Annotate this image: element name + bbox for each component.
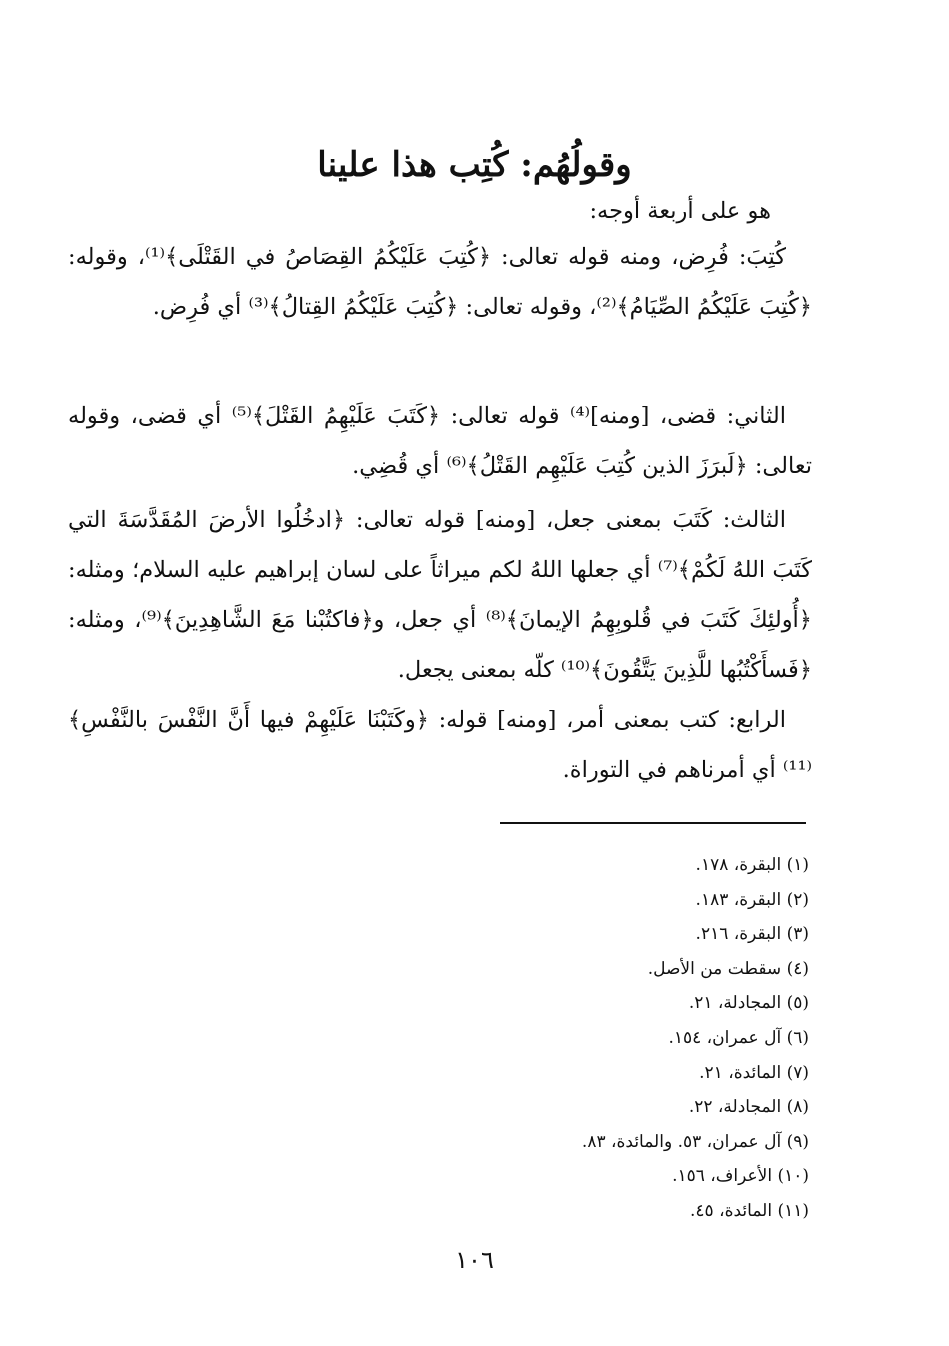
footnote-item: (٩) آل عمران، ٥٣. والمائدة، ٨٣. [581,1131,809,1152]
footnote-item: (٨) المجادلة، ٢٢. [688,1097,809,1118]
intro-line: هو على أربعة أوجه: [589,198,771,224]
footnotes-list [309,848,809,1229]
section-title: وقولُهُم: كُتِب هذا علينا [317,144,632,185]
footnote-separator [500,822,806,824]
footnote-item: (٧) المائدة، ٢١. [699,1062,809,1083]
footnote-item: (١٠) الأعراف، ١٥٦. [672,1166,809,1187]
paragraph-first-meaning: كُتِبَ: فُرِض، ومنه قوله تعالى: ﴿كُتِبَ عَلَيْكُمُ القِصَاصُ في القَتْلَى﴾⁽¹⁾، وقوله: ﴿كُتِبَ عَلَيْكُمُ الصِّيَامُ﴾⁽²⁾، وقوله تعالى: ﴿كُتِبَ عَلَيْكُمُ القِتالُ﴾⁽³⁾ أي فُرِض. [68,244,812,320]
paragraph-second-meaning: الثاني: قضى، [ومنه]⁽⁴⁾ قوله تعالى: ﴿كَتَبَ عَلَيْهِمُ القَتْلَ﴾⁽⁵⁾ أي قضى، وقوله تعالى: ﴿لَبرَزَ الذين كُتِبَ عَلَيْهِم القَتْلُ﴾⁽⁶⁾ أي قُضِي. [68,403,812,479]
page-number: ١٠٦ [455,1246,494,1274]
footnote-item: (٤) سقطت من الأصل. [647,958,809,979]
paragraph-third-meaning: الثالث: كَتَبَ بمعنى جعل، [ومنه] قوله تعالى: ﴿ادخُلُوا الأرضَ المُقَدَّسَةَ التي كَتَبَ اللهُ لَكُمْ﴾⁽⁷⁾ أي جعلها اللهُ لكم ميراثاً على لسان إبراهيم عليه السلام؛ ومثله: ﴿أُولئِكَ كَتَبَ في قُلوبِهِمُ الإيمانَ﴾⁽⁸⁾ أي جعل، و﴿فاكتُبْنا مَعَ الشَّاهِدِينَ﴾⁽⁹⁾، ومثله: ﴿فَسأَكْتُبُها للَّذِينَ يَتَّقُونَ﴾⁽¹⁰⁾ كلّه بمعنى يجعل. [68,507,812,683]
footnote-item: (١١) المائدة، ٤٥. [690,1200,809,1221]
footnote-item: (٦) آل عمران، ١٥٤. [668,1027,809,1048]
footnote-item: (٣) البقرة، ٢١٦. [695,924,809,945]
footnote-item: (١) البقرة، ١٧٨. [695,855,809,875]
footnote-item: (٥) المجادلة، ٢١. [688,993,809,1014]
footnote-item: (٢) البقرة، ١٨٣. [695,889,809,910]
paragraph-fourth-meaning: الرابع: كتب بمعنى أمر، [ومنه] قوله: ﴿وكَتَبْنَا عَلَيْهِمْ فيها أَنَّ النَّفْسَ بالنَّفْسِ﴾⁽¹¹⁾ أي أمرناهم في التوراة. [68,707,812,783]
